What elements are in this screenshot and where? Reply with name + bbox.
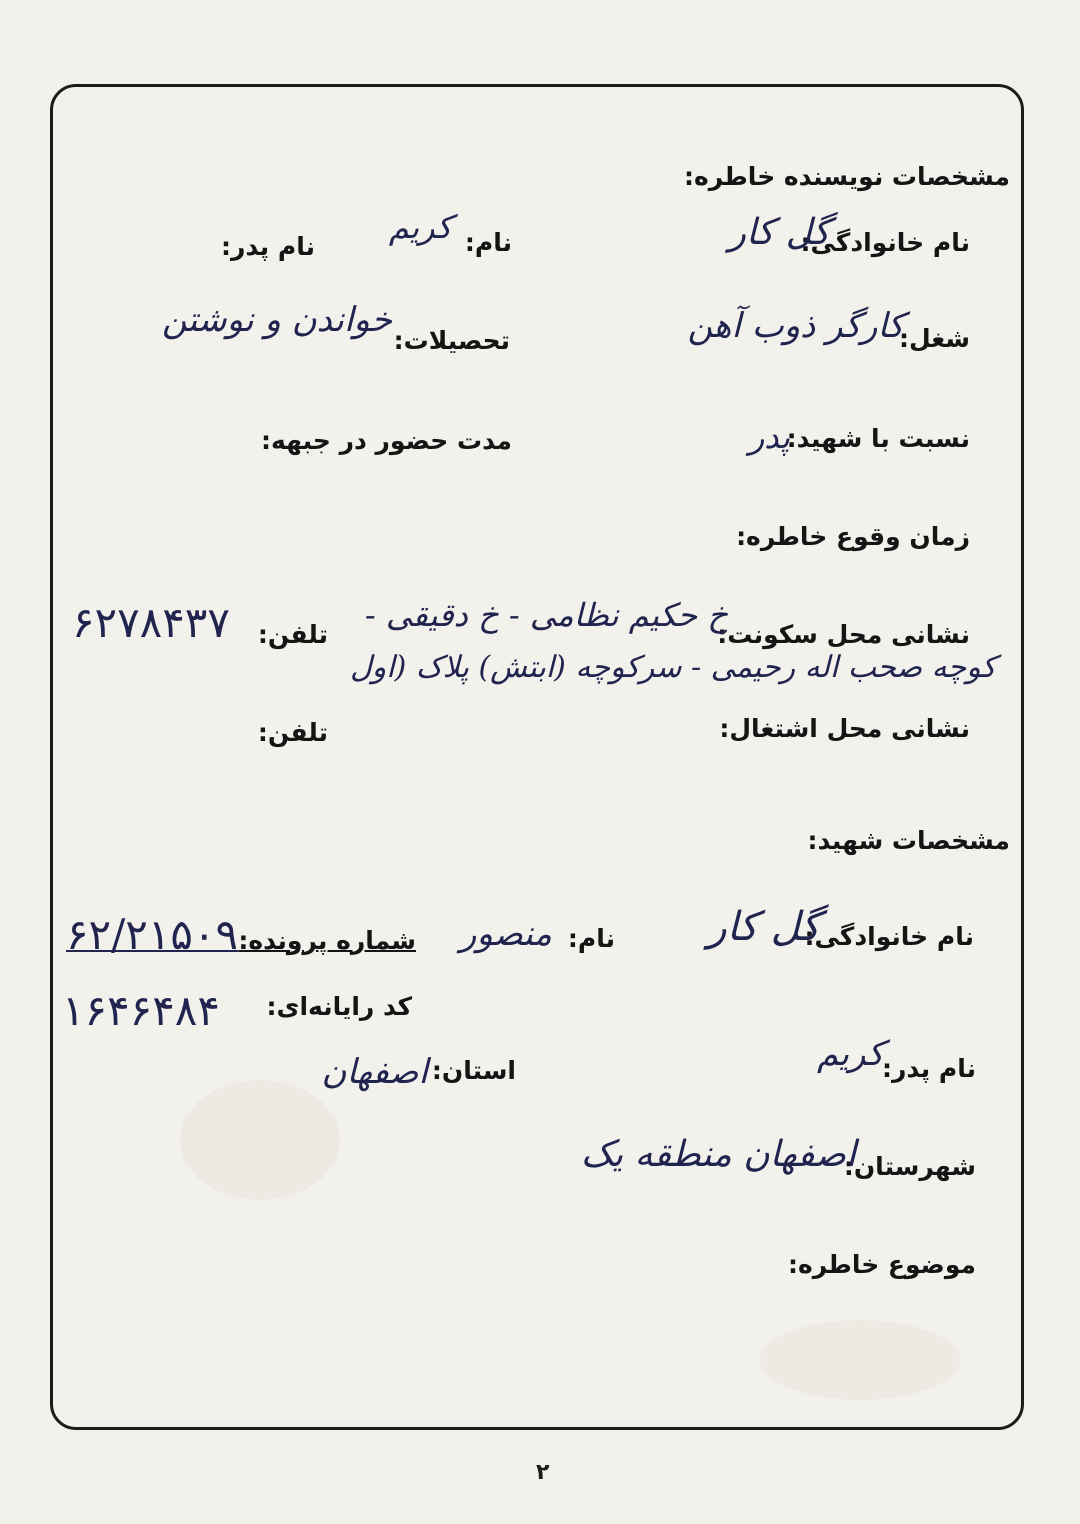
author-first-name-value: کریم [388,208,452,246]
martyr-father-name-label: نام پدر: [881,1054,976,1083]
work-phone-label: تلفن: [257,718,328,747]
martyr-first-name-label: نام: [567,924,615,953]
province-value: اصفهان [321,1052,428,1092]
form-border [50,84,1024,1430]
author-father-name-label: نام پدر: [220,232,315,261]
home-address-label: نشانی محل سکونت: [717,620,970,649]
home-phone-label: تلفن: [257,620,328,649]
author-education-value: خواندن و نوشتن [162,300,392,340]
author-surname-value: گل کار [728,212,830,253]
author-surname-label: نام خانوادگی: [800,228,970,257]
province-label: استان: [431,1056,516,1085]
author-occupation-label: شغل: [898,324,970,353]
author-relation-label: نسبت با شهید: [786,424,970,453]
file-number-value: ۶۲/۲۱۵۰۹ [66,910,239,959]
author-section-heading: مشخصات نویسنده خاطره: [683,162,1010,191]
page-number: ۲ [536,1460,550,1485]
city-label: شهرستان: [843,1152,976,1181]
computer-code-label: کد رایانه‌ای: [266,992,412,1021]
martyr-surname-value: گل کار [707,904,820,950]
author-occupation-value: کارگر ذوب آهن [687,306,904,346]
martyr-father-name-value: کریم [816,1034,884,1074]
author-relation-value: پدر [748,418,790,456]
home-address-line2: کوچه صحب اله رحیمی - سرکوچه (ابتش) پلاک (اول [349,650,996,685]
memory-subject-label: موضوع خاطره: [787,1250,976,1279]
martyr-section-heading: مشخصات شهید: [807,826,1010,855]
martyr-surname-label: نام خانوادگی: [804,922,974,951]
front-duration-label: مدت حضور در جبهه: [261,426,512,455]
home-address-line1: خ حکیم نظامی - خ دقیقی - [364,596,728,634]
memory-time-label: زمان وقوع خاطره: [736,522,970,551]
author-first-name-label: نام: [464,228,512,257]
home-phone-value: ۶۲۷۸۴۳۷ [72,598,230,647]
city-value: اصفهان منطقه یک [580,1134,856,1175]
file-number-label: شماره پرونده: [238,926,416,955]
computer-code-value: ۱۶۴۶۴۸۴ [62,986,220,1035]
author-education-label: تحصیلات: [393,326,510,355]
work-address-label: نشانی محل اشتغال: [719,714,970,743]
martyr-first-name-value: منصور [460,914,552,954]
